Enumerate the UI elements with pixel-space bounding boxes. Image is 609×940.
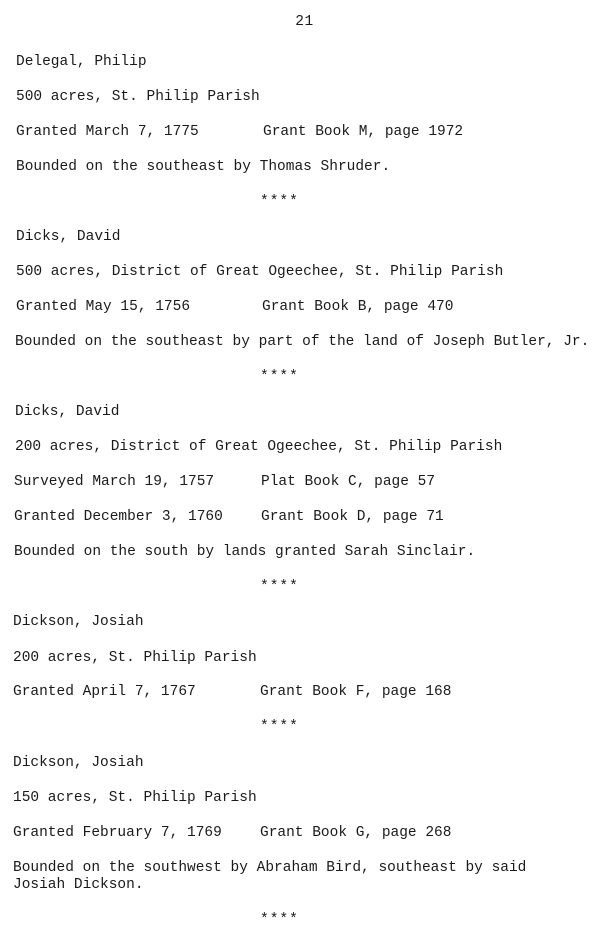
entry-granted: Granted May 15, 1756 — [16, 299, 191, 315]
entry-acreage: 500 acres, District of Great Ogeechee, St. Philip Parish — [16, 264, 504, 280]
entry-bounds: Bounded on the southeast by Thomas Shruder. — [16, 159, 391, 175]
entry-bounds: Bounded on the southwest by Abraham Bird, southeast by said — [13, 860, 527, 876]
entry-name: Dicks, David — [16, 229, 121, 245]
entry-name: Delegal, Philip — [16, 54, 147, 70]
entry-granted: Granted December 3, 1760 — [14, 509, 223, 525]
entry-granted: Granted April 7, 1767 — [13, 684, 196, 700]
entry-book: Grant Book B, page 470 — [262, 299, 454, 315]
entry-plat-book: Plat Book C, page 57 — [261, 474, 436, 490]
entry-name: Dicks, David — [15, 404, 120, 420]
entry-bounds: Bounded on the southeast by part of the land of Joseph Butler, Jr. — [15, 334, 590, 350]
entry-separator: **** — [260, 194, 299, 210]
entry-separator: **** — [260, 719, 299, 735]
entry-book: Grant Book F, page 168 — [260, 684, 452, 700]
entry-book: Grant Book M, page 1972 — [263, 124, 464, 140]
entry-name: Dickson, Josiah — [13, 614, 144, 630]
entry-separator: **** — [260, 369, 299, 385]
entry-granted: Granted March 7, 1775 — [16, 124, 199, 140]
entry-bounds-continued: Josiah Dickson. — [13, 877, 144, 893]
entry-separator: **** — [260, 912, 299, 928]
page-number: 21 — [295, 14, 314, 30]
entry-acreage: 150 acres, St. Philip Parish — [13, 790, 257, 806]
entry-book: Grant Book D, page 71 — [261, 509, 444, 525]
entry-acreage: 200 acres, St. Philip Parish — [13, 650, 257, 666]
entry-separator: **** — [260, 579, 299, 595]
entry-book: Grant Book G, page 268 — [260, 825, 452, 841]
entry-bounds: Bounded on the south by lands granted Sarah Sinclair. — [14, 544, 476, 560]
entry-surveyed: Surveyed March 19, 1757 — [14, 474, 215, 490]
entry-granted: Granted February 7, 1769 — [13, 825, 222, 841]
entry-acreage: 500 acres, St. Philip Parish — [16, 89, 260, 105]
entry-acreage: 200 acres, District of Great Ogeechee, St. Philip Parish — [15, 439, 503, 455]
entry-name: Dickson, Josiah — [13, 755, 144, 771]
